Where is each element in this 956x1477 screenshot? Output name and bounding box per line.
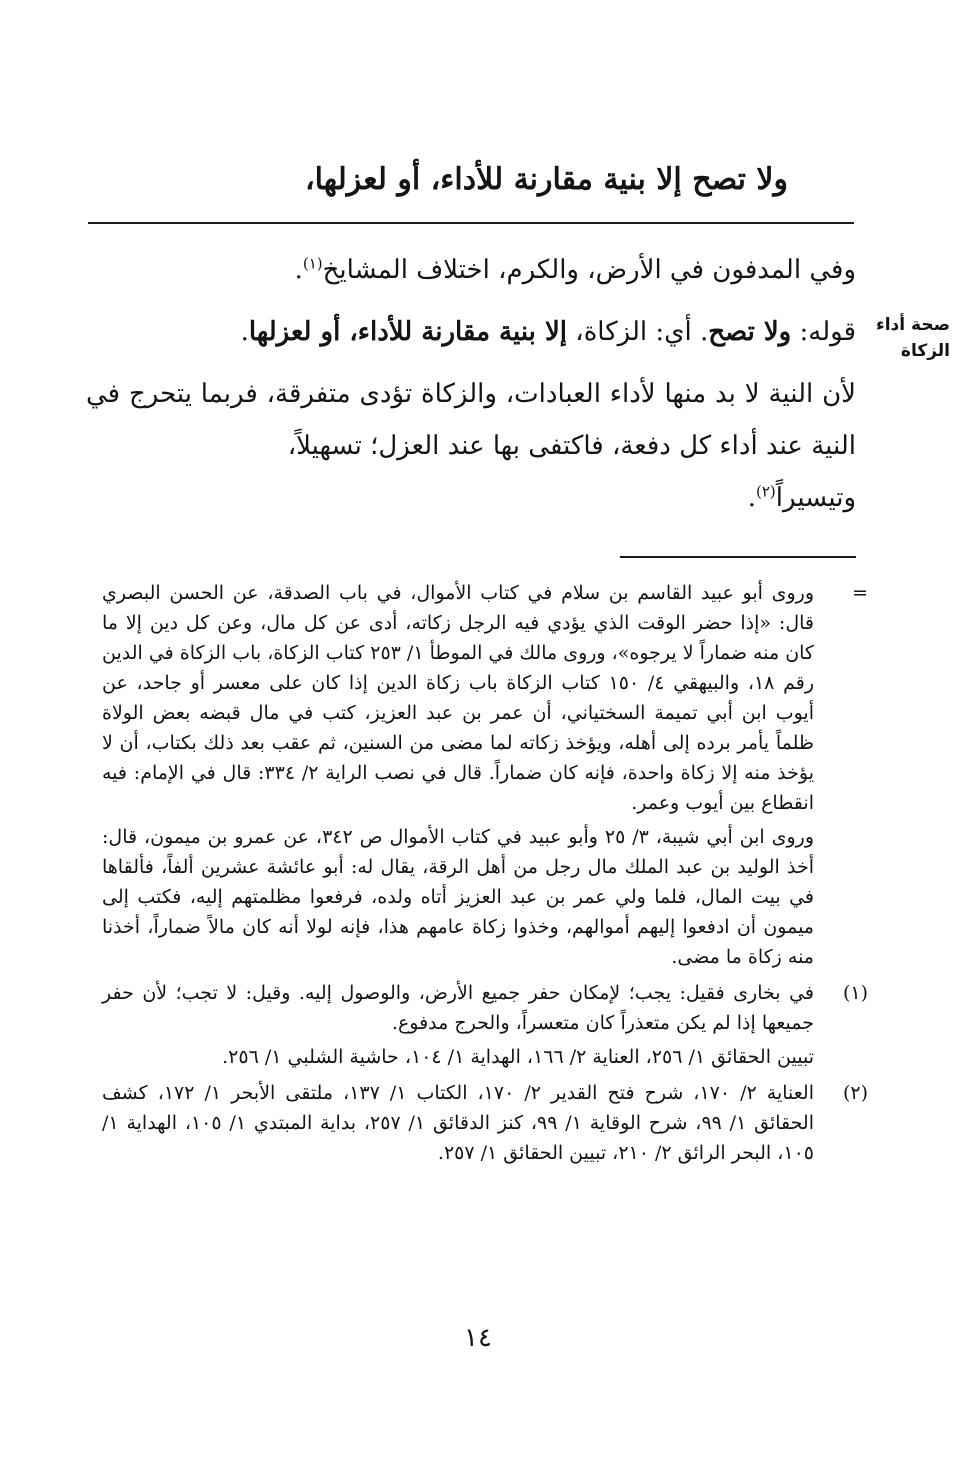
- footnote-2-marker: (٢): [842, 1082, 868, 1104]
- footnotes: [102, 578, 868, 1174]
- paragraph-2-prefix: قوله:: [791, 317, 856, 347]
- footnote-1-text: في بخارى فقيل: يجب؛ لإمكان حفر جميع الأرض، والوصول إليه. وقيل: لا تجب؛ لأن حفر جميعها إذا لم يكن متعذراً كان متعسراً، والحرج مدفوع.: [102, 982, 814, 1034]
- footnote-1-marker: (١): [842, 982, 868, 1004]
- main-text: [86, 244, 856, 534]
- footnote-1-sources: تبيين الحقائق ١/ ٢٥٦، العناية ٢/ ١٦٦، الهداية ١/ ١٠٤، حاشية الشلبي ١/ ٢٥٦.: [222, 1046, 814, 1068]
- footnote-ref-2: (٢): [755, 482, 776, 501]
- paragraph-1-text: وفي المدفون في الأرض، والكرم، اختلاف المشايخ: [322, 255, 856, 285]
- paragraph-3-text: لأن النية لا بد منها لأداء العبادات، والزكاة تؤدى متفرقة، فربما يتحرج في النية عند أداء كل دفعة، فاكتفى بها عند العزل؛ تسهيلاً،: [86, 379, 856, 461]
- footnote-divider: [620, 556, 856, 558]
- running-header-title: ولا تصح إلا بنية مقارنة للأداء، أو لعزلها،: [304, 162, 788, 197]
- footnote-continuation: [102, 578, 868, 972]
- main-paragraph-1: [86, 244, 856, 296]
- page-number: ١٤: [464, 1323, 492, 1353]
- main-paragraph-2: [86, 306, 856, 358]
- footnote-ref-1: (١): [302, 254, 323, 273]
- matn-phrase-1: ولا تصح: [708, 317, 792, 347]
- continuation-paragraph-1: وروى أبو عبيد القاسم بن سلام في كتاب الأموال، في باب الصدقة، عن الحسن البصري قال: «إذا حضر الوقت الذي يؤدي فيه الرجل زكاته، أدى عن كل مال، وعن كل دين إلا ما كان منه ضماراً لا يرجوه»، وروى مالك في الموطأ ١/ ٢٥٣ كتاب الزكاة، باب الزكاة في الدين رقم ١٨، والبيهقي ٤/ ١٥٠ كتاب الزكاة باب زكاة الدين إذا كان على معسر أو جاحد، عن أيوب ابن أبي تميمة السختياني، أن عمر بن عبد العزيز، كتب في مال قبضه بعض الولاة ظلماً يأمر برده إلى أهله، ويؤخذ زكاته لما مضى من السنين، ثم عقب بعد ذلك بكتاب، أن لا يؤخذ منه إلا زكاة واحدة، فإنه كان ضماراً. قال في نصب الراية ٢/ ٣٣٤: قال في الإمام: فيه انقطاع بين أيوب وعمر.: [102, 582, 815, 814]
- margin-note: [874, 312, 950, 364]
- paragraph-3-last-word: وتيسيراً: [775, 483, 856, 513]
- paragraph-3-last-line: [86, 472, 856, 524]
- margin-note-line1: صحة أداء: [876, 315, 950, 335]
- footnote-1: [102, 978, 868, 1072]
- paragraph-2-end: .: [240, 317, 249, 347]
- matn-phrase-2: إلا بنية مقارنة للأداء، أو لعزلها: [248, 317, 568, 347]
- continuation-paragraph-2: وروى ابن أبي شيبة، ٣/ ٢٥ وأبو عبيد في كتاب الأموال ص ٣٤٢، عن عمرو بن ميمون، قال: أخذ الوليد بن عبد الملك مال رجل من أهل الرقة، يقال له: أبو عائشة عشرين ألفاً، فألقاها في بيت المال، فلما ولي عمر بن عبد العزيز أتاه ولده، فرفعوا مظلمتهم إليه، فكتب إلى ميمون أن ادفعوا إليهم أموالهم، وخذوا زكاة عامهم هذا، فإنه لولا أنه كان مالاً ضماراً، أخذنا منه زكاة ما مضى.: [102, 826, 814, 968]
- footnote-2: [102, 1078, 868, 1168]
- margin-note-line2: الزكاة: [900, 341, 950, 361]
- continuation-marker: =: [852, 582, 868, 604]
- paragraph-3-end: .: [747, 483, 756, 513]
- footnote-2-text: العناية ٢/ ١٧٠، شرح فتح القدير ٢/ ١٧٠، الكتاب ١/ ١٣٧، ملتقى الأبحر ١/ ١٧٢، كشف الحقائق ١/ ٩٩، شرح الوقاية ١/ ٩٩، كنز الدقائق ١/ ٢٥٧، بداية المبتدي ١/ ١٠٥، الهداية ١/ ١٠٥، البحر الرائق ٢/ ٢١٠، تبيين الحقائق ١/ ٢٥٧.: [102, 1082, 815, 1164]
- main-paragraph-3: [86, 368, 856, 524]
- paragraph-2-mid: . أي: الزكاة،: [567, 317, 709, 347]
- header-divider: [88, 222, 854, 224]
- paragraph-1-end: .: [294, 255, 303, 285]
